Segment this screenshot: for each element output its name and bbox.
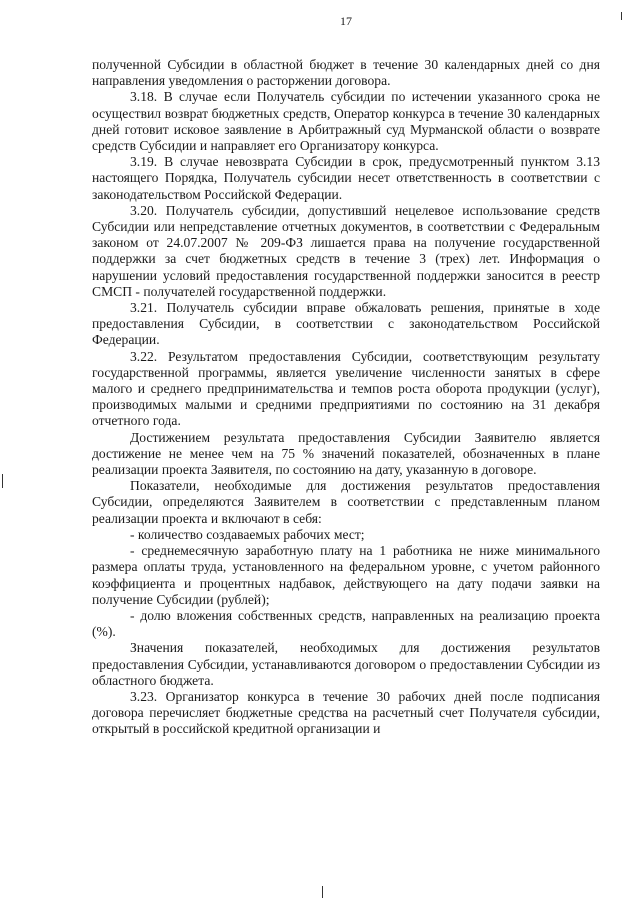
paragraph-continuation: полученной Субсидии в областной бюджет в течение 30 календарных дней со дня направления уведомления о расторжении договора. [92,57,600,89]
paragraph-3-22: 3.22. Результатом предоставления Субсидии, соответствующим результату государственной программы, является увеличение численности занятых в сфере малого и среднего предпринимательства и темпов роста оборота продукции (услуг), производимых малыми и средними предприятиями по состоянию на 31 декабря отчетного года. [92,348,600,429]
list-item-jobs: - количество создаваемых рабочих мест; [130,526,365,542]
paragraph-3-21: 3.21. Получатель субсидии вправе обжаловать решения, принятые в ходе предоставления Субсидии, в соответствии с законодательством Российской Федерации. [92,300,600,348]
paragraph-3-19: 3.19. В случае невозврата Субсидии в срок, предусмотренный пунктом 3.13 настоящего Порядка, Получатель субсидии несет ответственность в соответствии с законодательством Российской Федерации. [92,154,600,202]
document-page [92,14,600,738]
scan-mark-left [2,474,3,488]
list-item-salary: - среднемесячную заработную плату на 1 работника не ниже минимального размера оплаты труда, установленного на федеральном уровне, с учетом районного коэффициента и процентных надбавок, действующего на дату подачи заявки на получение Субсидии (рублей); [92,543,600,607]
scan-mark-top [621,12,622,20]
page-number: 17 [340,14,352,28]
paragraph-3-20: 3.20. Получатель субсидии, допустивший нецелевое использование средств Субсидии или непредставление отчетных документов, в соответствии с Федеральным законом от 24.07.2007 № 209-ФЗ лишается права на получение государственной поддержки за счет бюджетных средств в течение 3 (трех) лет. Информация о нарушении условий предоставления государственной поддержки заносится в реестр СМСП - получателей государственной поддержки. [92,202,600,299]
paragraph-result-achievement: Достижением результата предоставления Субсидии Заявителю является достижение не менее чем на 75 % значений показателей, обозначенных в плане реализации проекта Заявителя, по состоянию на дату, указанную в договоре. [92,429,600,478]
paragraph-3-18: 3.18. В случае если Получатель субсидии по истечении указанного срока не осуществил возврат бюджетных средств, Оператор конкурса в течение 30 календарных дней готовит исковое заявление в Арбитражный суд Мурманской области о возврате средств Субсидии и направляет его Организатору конкурса. [92,89,600,154]
paragraph-indicator-values: Значения показателей, необходимых для достижения результатов предоставления Субсидии, устанавливаются договором о предоставлении Субсидии из областного бюджета. [92,640,600,688]
scan-mark-bottom [322,886,323,898]
paragraph-indicators-intro: Показатели, необходимые для достижения результатов предоставления Субсидии, определяются Заявителем в соответствии с представленным планом реализации проекта и включают в себя: [92,478,600,526]
paragraph-3-23: 3.23. Организатор конкурса в течение 30 рабочих дней после подписания договора перечисляет бюджетные средства на расчетный счет Получателя субсидии, открытый в российской кредитной организации и [92,688,600,737]
list-item-own-funds: - долю вложения собственных средств, направленных на реализацию проекта (%). [92,607,600,640]
